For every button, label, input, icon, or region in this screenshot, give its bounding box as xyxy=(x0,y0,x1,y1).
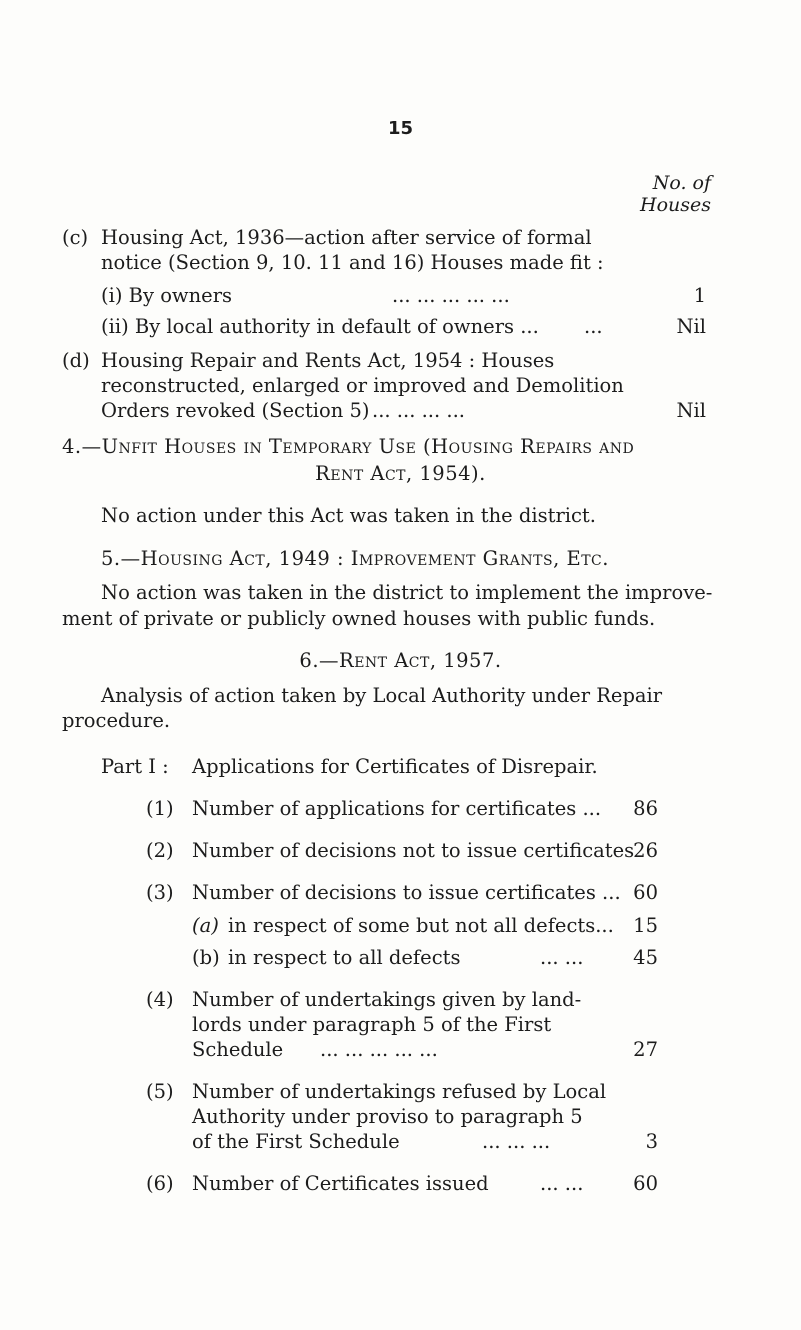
section-6-heading: 6.—Rent Act, 1957. xyxy=(299,649,502,672)
section-d-line2: reconstructed, enlarged or improved and Demolition xyxy=(101,374,624,397)
item-value: 60 xyxy=(633,881,658,904)
section-6-intro-line2: procedure. xyxy=(62,709,171,732)
subitem-text: in respect of some but not all defects... xyxy=(228,914,614,937)
section-c-item-owners: (i) By owners xyxy=(101,284,233,307)
section-5-heading: 5.—Housing Act, 1949 : Improvement Grants, Etc. xyxy=(101,547,609,570)
item-value: 26 xyxy=(633,839,658,862)
item-dots: ... ... ... xyxy=(482,1130,551,1153)
item-number: (1) xyxy=(146,797,174,820)
section-d-dots: ... ... ... ... xyxy=(372,399,465,422)
section-c-line2: notice (Section 9, 10. 11 and 16) Houses made fit : xyxy=(101,251,604,274)
page-number: 15 xyxy=(387,118,414,139)
section-6-intro-line1: Analysis of action taken by Local Authority under Repair xyxy=(101,684,663,707)
item-dots: ... ... ... ... ... xyxy=(320,1038,438,1061)
item-number: (6) xyxy=(146,1172,174,1195)
item-text-line3: of the First Schedule xyxy=(192,1130,400,1153)
section-d-line1: Housing Repair and Rents Act, 1954 : Houses xyxy=(101,349,555,372)
subitem-text: in respect to all defects xyxy=(228,946,461,969)
column-header-line2: Houses xyxy=(640,194,711,216)
section-c-item-owners-value: 1 xyxy=(693,284,706,307)
item-value: 86 xyxy=(633,797,658,820)
item-dots: ... ... xyxy=(540,1172,584,1195)
item-value: 3 xyxy=(645,1130,658,1153)
item-text-line1: Number of undertakings given by land- xyxy=(192,988,582,1011)
item-number: (5) xyxy=(146,1080,174,1103)
subitem-value: 45 xyxy=(633,946,658,969)
section-d-value: Nil xyxy=(676,399,706,422)
item-text-line3: Schedule xyxy=(192,1038,284,1061)
subitem-value: 15 xyxy=(633,914,658,937)
subitem-letter: (a) xyxy=(192,914,219,937)
item-value: 27 xyxy=(633,1038,658,1061)
section-c-item-owners-dots: ... ... ... ... ... xyxy=(392,284,510,307)
section-4-heading-line2: Rent Act, 1954). xyxy=(315,462,486,485)
section-d-line3: Orders revoked (Section 5) xyxy=(101,399,370,422)
item-number: (2) xyxy=(146,839,174,862)
section-d-label: (d) xyxy=(62,349,90,372)
item-text-line2: lords under paragraph 5 of the First xyxy=(192,1013,552,1036)
item-text: Number of Certificates issued xyxy=(192,1172,489,1195)
section-c-label: (c) xyxy=(62,226,89,249)
column-header-line1: No. of xyxy=(652,172,711,194)
item-text: Number of decisions to issue certificates ... xyxy=(192,881,621,904)
section-c-line1: Housing Act, 1936—action after service of formal xyxy=(101,226,592,249)
item-number: (3) xyxy=(146,881,174,904)
item-text-line2: Authority under proviso to paragraph 5 xyxy=(192,1105,583,1128)
section-5-body-line2: ment of private or publicly owned houses with public funds. xyxy=(62,607,656,630)
section-4-heading-line1: 4.—Unfit Houses in Temporary Use (Housing Repairs and xyxy=(62,435,635,458)
item-number: (4) xyxy=(146,988,174,1011)
section-c-item-authority: (ii) By local authority in default of owners ... xyxy=(101,315,539,338)
item-value: 60 xyxy=(633,1172,658,1195)
part-label: Part I : xyxy=(101,755,169,778)
subitem-letter: (b) xyxy=(192,946,220,969)
section-4-body: No action under this Act was taken in the district. xyxy=(101,504,596,527)
subitem-dots: ... ... xyxy=(540,946,584,969)
section-c-item-authority-value: Nil xyxy=(676,315,706,338)
item-text-line1: Number of undertakings refused by Local xyxy=(192,1080,607,1103)
section-5-body-line1: No action was taken in the district to implement the improve- xyxy=(101,581,713,604)
part-title: Applications for Certificates of Disrepair. xyxy=(192,755,598,778)
section-c-item-authority-dots: ... xyxy=(584,315,603,338)
item-text: Number of applications for certificates ... xyxy=(192,797,602,820)
item-text: Number of decisions not to issue certificates xyxy=(192,839,635,862)
